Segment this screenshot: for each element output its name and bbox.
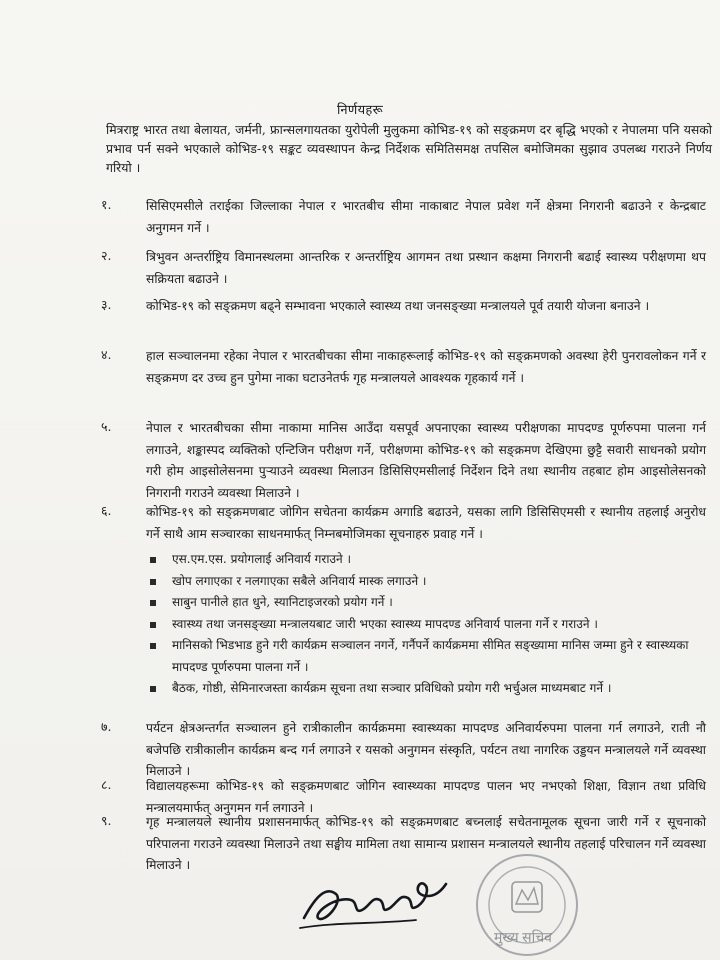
item-text: विद्यालयहरूमा कोभिड-१९ को सङ्क्रमणबाट जोगिन स्वास्थ्यका मापदण्ड पालन भए नभएको शिक्षा, विज्ञान तथा प्रविधि मन्त्रालयमार्फत् अनुगमन गर्न लगाउने । <box>146 779 706 815</box>
handwritten-signature <box>296 866 486 936</box>
list-item: साबुन पानीले हात धुने, स्यानिटाइजरको प्रयोग गर्ने । <box>150 592 710 614</box>
item-number: ६. <box>101 503 112 518</box>
list-item: बैठक, गोष्ठी, सेमिनारजस्ता कार्यक्रम सूचना तथा सञ्चार प्रविधिको प्रयोग गरी भर्चुअल माध्यमबाट गर्ने । <box>150 678 710 700</box>
official-stamp-seal <box>472 850 582 960</box>
bullet-icon <box>150 557 156 563</box>
list-item: मानिसको भिडभाड हुने गरी कार्यक्रम सञ्चालन नगर्ने, गर्नैपर्ने कार्यक्रममा सीमित सङ्ख्यामा मानिस जम्मा हुने र स्वास्थ्यका मापदण्ड पूर्णरुपमा पालना गर्ने । <box>150 635 710 678</box>
item-number: ९. <box>101 813 112 828</box>
list-item: खोप लगाएका र नलगाएका सबैले अनिवार्य मास्क लगाउने । <box>150 571 710 593</box>
item-text: हाल सञ्चालनमा रहेका नेपाल र भारतबीचका सीमा नाकाहरूलाई कोभिड-१९ को सङ्क्रमणको अवस्था हेरी पुनरावलोकन गर्ने र सङ्क्रमण दर उच्च हुन पुगेमा नाका घटाउनेतर्फ गृह मन्त्रालयले आवश्यक गृहकार्य गर्ने । <box>146 349 706 385</box>
item-text: कोभिड-१९ को सङ्क्रमण बढ्ने सम्भावना भएकाले स्वास्थ्य तथा जनसङ्ख्या मन्त्रालयले पूर्व तयारी योजना बनाउने । <box>146 299 650 313</box>
item-text: सिसिएमसीले तराईका जिल्लाका नेपाल र भारतबीच सीमा नाकाबाट नेपाल प्रवेश गर्ने क्षेत्रमा निगरानी बढाउने र केन्द्रबाट अनुगमन गर्ने । <box>146 199 706 235</box>
bullet-icon <box>150 600 156 606</box>
item-number: २. <box>101 248 112 263</box>
item-number: १. <box>101 197 112 212</box>
item-text: त्रिभुवन अन्तर्राष्ट्रिय विमानस्थलमा आन्तरिक र अन्तर्राष्ट्रिय आगमन तथा प्रस्थान कक्षमा निगरानी बढाई स्वास्थ्य परीक्षणमा थप सक्रियता बढाउने । <box>146 250 706 286</box>
item-number: ७. <box>101 719 112 734</box>
item-text: गृह मन्त्रालयले स्थानीय प्रशासनमार्फत् कोभिड-१९ को सङ्क्रमणबाट बच्नलाई सचेतनामूलक सूचना जारी गर्ने र सूचनाको परिपालना गराउने व्यवस्था मिलाउने तथा सङ्घीय मामिला तथा सामान्य प्रशासन मन्त्रालयले स्थानीय तहलाई परिचालन गर्ने व्यवस्था मिलाउने । <box>146 815 706 872</box>
bullet-icon <box>150 579 156 585</box>
bullet-icon <box>150 686 156 692</box>
item-text: कोभिड-१९ को सङ्क्रमणबाट जोगिन सचेतना कार्यक्रम अगाडि बढाउने, यसका लागि डिसिसिएमसी र स्थानीय तहलाई अनुरोध गर्ने साथै आम सञ्चारका साधनमार्फत् निम्नबमोजिमका सूचनाहरु प्रवाह गर्ने । <box>146 505 706 541</box>
item-number: ५. <box>101 419 112 434</box>
item-text: पर्यटन क्षेत्रअन्तर्गत सञ्चालन हुने रात्रीकालीन कार्यक्रममा स्वास्थ्यका मापदण्ड अनिवार्यरुपमा पालना गर्न लगाउने, राती नौ बजेपछि रात्रीकालीन कार्यक्रम बन्द गर्न लगाउने र यसको अनुगमन संस्कृति, पर्यटन तथा नागरिक उड्डयन मन्त्रालयले गर्ने व्यवस्था मिलाउने । <box>146 721 706 778</box>
bleed-through-text <box>220 18 520 32</box>
awareness-bullet-list <box>150 549 710 700</box>
list-item: स्वास्थ्य तथा जनसङ्ख्या मन्त्रालयबाट जारी भएका स्वास्थ्य मापदण्ड अनिवार्य पालना गर्ने र गराउने । <box>150 614 710 636</box>
list-item: एस.एम.एस. प्रयोगलाई अनिवार्य गराउने । <box>150 549 710 571</box>
seal-text: मुख्य सचिव <box>494 931 552 946</box>
item-text: नेपाल र भारतबीचका सीमा नाकामा मानिस आउँदा यसपूर्व अपनाएका स्वास्थ्य परीक्षणका मापदण्ड पूर्णरुपमा पालना गर्न लगाउने, शङ्कास्पद व्यक्तिको एन्टिजिन परीक्षण गर्ने, परीक्षणमा कोभिड-१९ को सङ्क्रमण देखिएमा छुट्टै सवारी साधनको प्रयोग गरी होम आइसोलेसनमा पुर्‍याउने व्यवस्था मिलाउन डिसिसिएमसीलाई निर्देशन दिने तथा स्थानीय तहबाट होम आइसोलेसनको निगरानी गराउने व्यवस्था मिलाउने । <box>146 421 706 500</box>
item-number: ३. <box>101 297 112 312</box>
document-title: निर्णयहरू <box>336 103 384 118</box>
intro-paragraph: मित्रराष्ट्र भारत तथा बेलायत, जर्मनी, फ्रान्सलगायतका युरोपेली मुलुकमा कोभिड-१९ को सङ्क्रमण दर बृद्धि भएको र नेपालमा पनि यसको प्रभाव पर्न सक्ने भएकाले कोभिड-१९ सङ्कट व्यवस्थापन केन्द्र निर्देशक समितिसमक्ष तपसिल बमोजिमका सुझाव उपलब्ध गराउने निर्णय गरियो । <box>106 122 712 175</box>
item-number: ८. <box>101 777 112 792</box>
bullet-icon <box>150 622 156 628</box>
item-number: ४. <box>101 347 112 362</box>
bullet-icon <box>150 643 156 649</box>
